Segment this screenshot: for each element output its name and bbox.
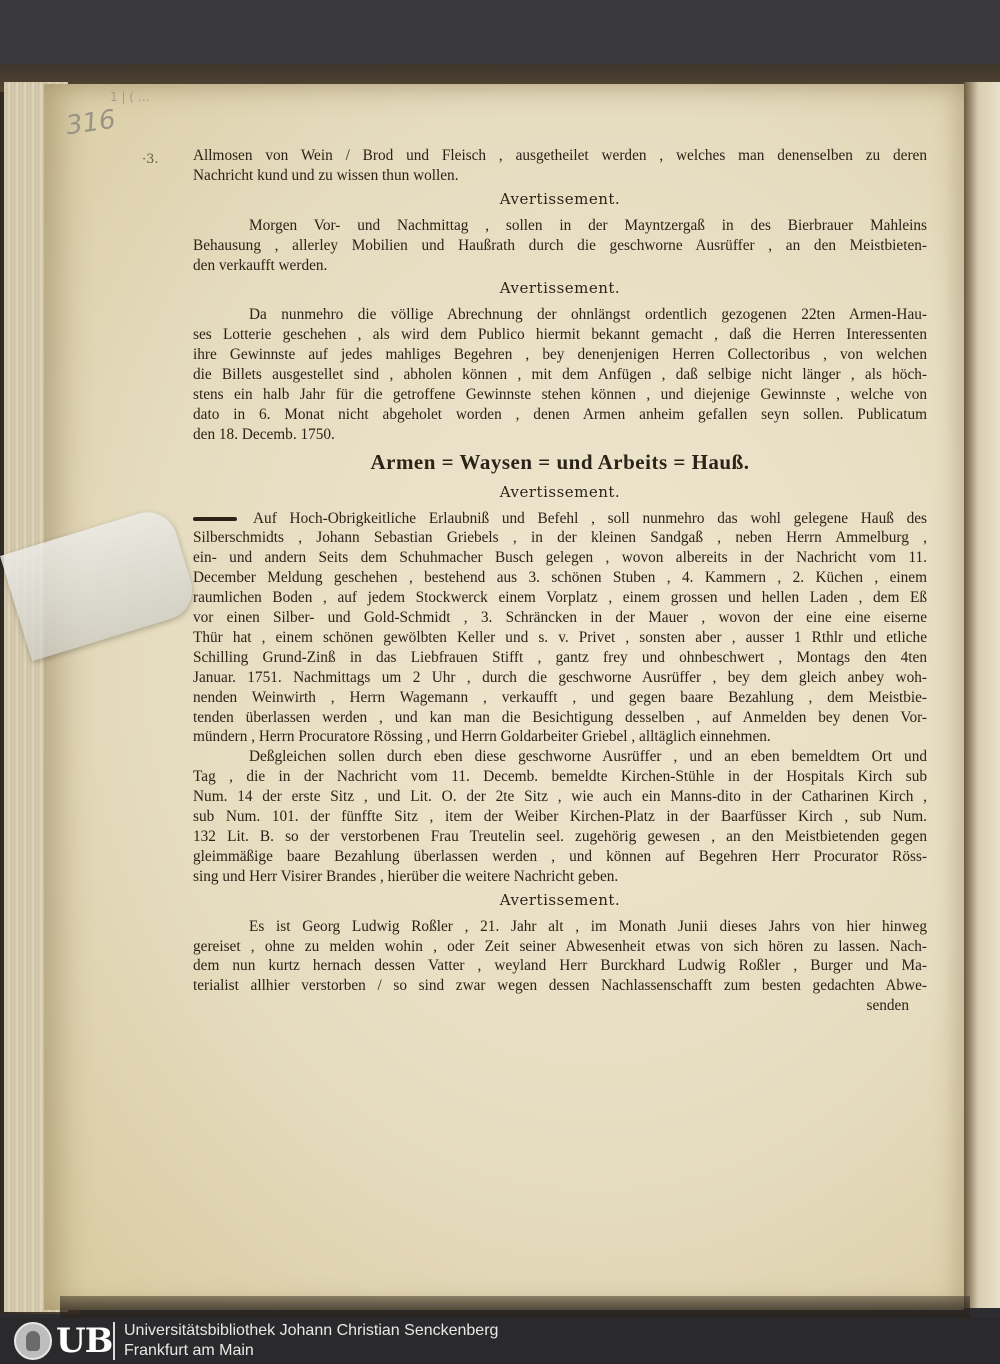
text-line: Num. 14 der erste Sitz , und Lit. O. der 2te Sitz , wie auch ein Manns-dito in der Catharinen Kirch ,: [193, 788, 927, 806]
paragraph-2: [193, 216, 927, 276]
text-line: sing und Herr Visirer Brandes , hierüber die weitere Nachricht geben.: [193, 867, 619, 885]
text-line: Behausung , allerley Mobilien und Haußrath durch die geschworne Ausrüffer , an den Meistbieten-: [193, 236, 927, 254]
text-line-content: Auf Hoch-Obrigkeitliche Erlaubniß und Befehl , soll nunmehro das wohl gelegene Hauß des: [253, 509, 927, 527]
text-line: Morgen Vor- und Nachmittag , sollen in der Mayntzergaß in des Bierbrauer Mahleins: [249, 216, 927, 234]
text-line: den verkaufft werden.: [193, 256, 328, 274]
text-line: Tag , die in der Nachricht vom 11. Decemb. bemeldte Kirchen-Stühle in der Hospitals Kirch sub: [193, 768, 927, 786]
text-line: gereiset , ohne zu melden wohin , oder Zeit seiner Abwesenheit etwas von sich hören zu lassen. Nach-: [193, 937, 927, 955]
text-line: December Meldung geschehen , bestehend aus 3. schönen Stuben , 4. Kammern , 2. Küchen , einem: [193, 569, 927, 587]
text-line: ein- und andern Seits dem Schuhmacher Busch gelegen , wovon albereits in der Nachricht vom 11.: [193, 549, 927, 567]
paragraph-5: [193, 747, 927, 886]
text-line: dato in 6. Monat nicht abgeholet worden , denen Armen anheim gefallen seyn sollen. Publicatum: [193, 405, 927, 423]
institution-name: [124, 1321, 498, 1361]
page-bottom-shadow: [60, 1296, 970, 1318]
logo-divider: [113, 1322, 115, 1360]
section-title: Armen = Waysen = und Arbeits = Hauß.: [370, 449, 750, 474]
text-line: die Billets ausgestellet sind , abholen können , mit dem Anfügen , daß selbige nicht länger , als höch-: [193, 366, 927, 384]
text-line: Januar. 1751. Nachmittags um 2 Uhr , durch die geschworne Ausrüffer , bey dem gleich anbey woh-: [193, 668, 927, 686]
paragraph-4: [193, 509, 927, 748]
text-line: vor einen Silber- und Gold-Schmidt , 3. Schräncken in der Mauer , wovon der eine eine eiserne: [193, 609, 927, 627]
text-line: raumlichen Boden , auf jedem Stockwerck einem Vorplatz , einem grossen und hellen Laden , dem Eß: [193, 589, 927, 607]
ub-logo: UB: [56, 1321, 113, 1361]
paragraph-6: [193, 917, 927, 997]
institution-line-2: Frankfurt am Main: [124, 1342, 254, 1359]
text-line: Deßgleichen sollen durch eben diese geschworne Ausrüffer , und an eben bemeldtem Ort und: [249, 748, 927, 766]
text-line: gleimmäßige baare Bezahlung überlassen werden , und können auf Begehren Herr Procurator Röss-: [193, 847, 927, 865]
catchword: senden: [866, 997, 909, 1015]
text-line: sub Num. 101. der fünffte Sitz , item der Weiber Kirchen-Platz in der Baarfüsser Kirch , sub Num.: [193, 808, 927, 826]
text-line: [193, 509, 927, 529]
senckenberg-seal-icon: [14, 1322, 52, 1360]
heading-avertissement: Avertissement.: [499, 189, 621, 208]
text-line: Nachricht kund und zu wissen thun wollen.: [193, 166, 459, 184]
pencil-page-number: 316: [64, 104, 118, 142]
top-pencil-mark: 1 | ( …: [110, 90, 150, 104]
text-line: dem nun kurtz hernach dessen Vatter , weyland Herr Burckhard Ludwig Roßler , Burger und Ma-: [193, 957, 927, 975]
text-line: 132 Lit. B. so der verstorbenen Frau Treutelin seel. zugehörig gewesen , an den Meistbietenden gegen: [193, 828, 927, 845]
text-line: Thür hat , einem schönen gewölbten Keller und s. v. Privet , sonsten aber , ausser 1 Rthlr und etliche: [193, 628, 927, 646]
margin-note: ·3.: [142, 152, 159, 167]
heading-avertissement: Avertissement.: [499, 482, 621, 501]
text-line: ihre Gewinnste auf jedes mahliges Begehren , bey denenjenigen Herren Collectoribus , von welchen: [193, 346, 927, 364]
text-line: Schilling Grund-Zinß in das Liebfrauen Stifft , gantz frey und ohnbeschwert , Montags den 4ten: [193, 648, 927, 666]
text-line: tenden überlassen werden , und kan man die Besichtigung desselben , auf Anmelden bey denen Vor-: [193, 708, 927, 726]
paragraph-1: [193, 146, 927, 186]
text-line: Silberschmidts , Johann Sebastian Griebels , in der kleinen Sandgaß , neben Herrn Ammelburg ,: [193, 529, 927, 547]
heading-avertissement: Avertissement.: [499, 279, 621, 298]
document-text: [193, 146, 927, 1016]
institution-line-1: Universitätsbibliothek Johann Christian Senckenberg: [124, 1322, 499, 1339]
text-line: Da nunmehro die völlige Abrechnung der ohnlängst ordentlich gezogenen 22ten Armen-Hau-: [249, 306, 927, 324]
text-line: terialist allhier verstorben / so sind zwar wegen dessen Nachlassenschafft zum besten gedachten Abwe-: [193, 977, 927, 995]
text-line: Es ist Georg Ludwig Roßler , 21. Jahr alt , im Monath Junii dieses Jahrs von hier hinweg: [249, 917, 927, 935]
text-line: den 18. Decemb. 1750.: [193, 425, 335, 443]
text-line: nenden Weinwirth , Herrn Wagemann , verkaufft , und gegen baare Bezahlung , dem Meistbie-: [193, 688, 927, 706]
text-line: mündern , Herrn Procuratore Rössing , und Herrn Goldarbeiter Griebel , alltäglich einnehmen.: [193, 728, 771, 746]
text-line: Allmosen von Wein / Brod und Fleisch , ausgetheilet werden , welches man denenselben zu deren: [193, 147, 927, 164]
rule-mark: [193, 517, 237, 521]
heading-avertissement: Avertissement.: [499, 890, 621, 909]
paragraph-3: [193, 305, 927, 444]
text-line: stens ein halb Jahr für die getroffene Gewinnste stehen können , und diejenige Gewinnste , welche von: [193, 385, 927, 403]
text-line: ses Lotterie geschehen , als wird dem Publico hiermit bekannt gemacht , daß die Herren Interessenten: [193, 326, 927, 344]
facing-page-edge: [964, 82, 1000, 1308]
